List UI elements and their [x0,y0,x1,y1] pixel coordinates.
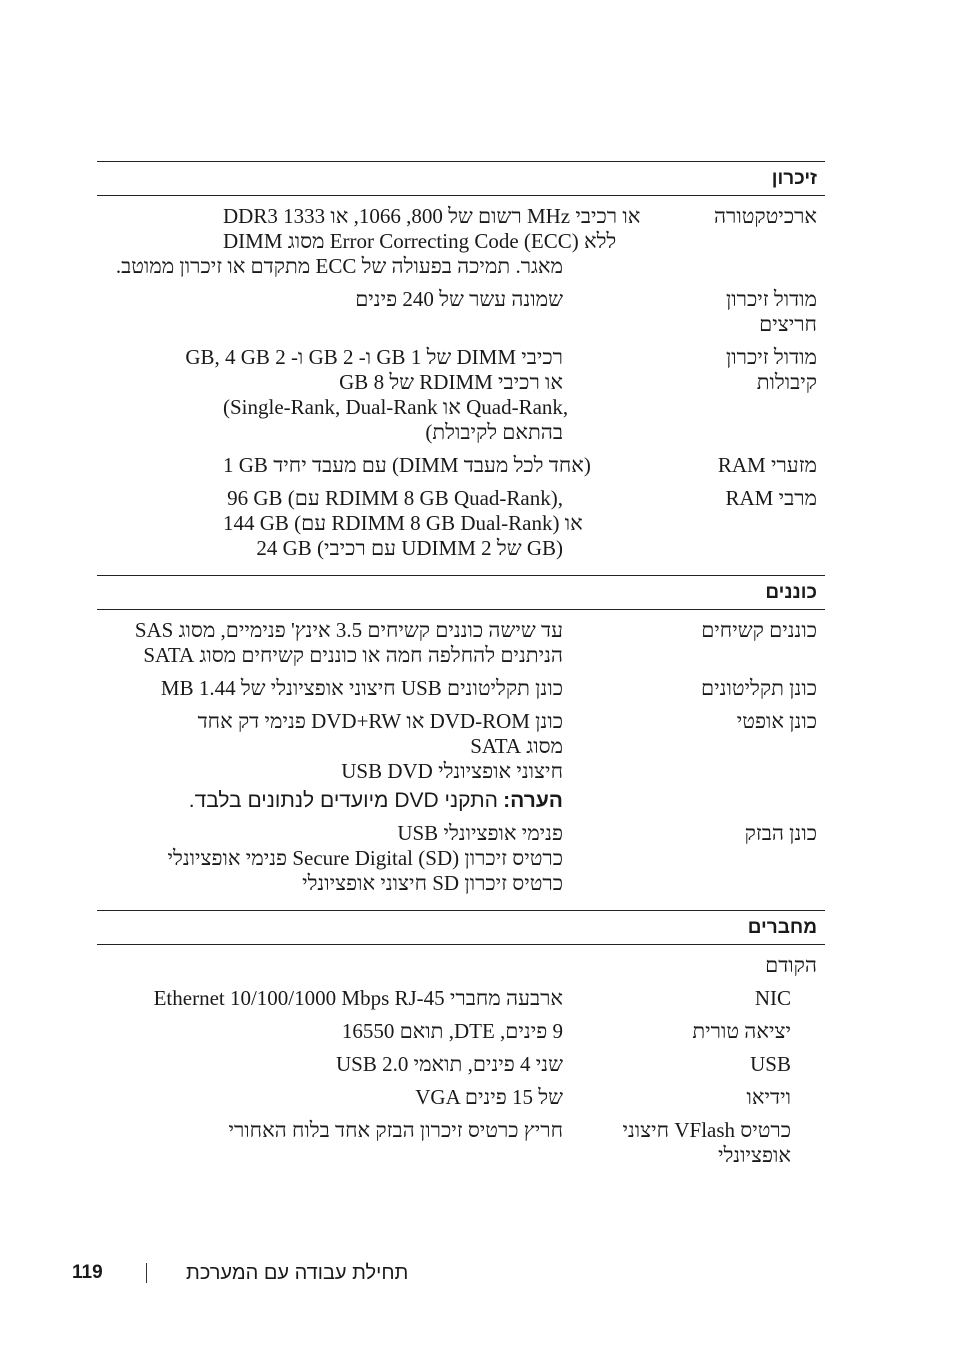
spec-value: 9 פינים, DTE, תואם 16550 [341,1019,563,1043]
section-title: זיכרון [97,162,825,196]
page-number: 119 [72,1262,103,1283]
spec-row-memory-slots [97,287,825,337]
spec-value [223,953,563,978]
note-body: התקני DVD מיועדים לנתונים בלבד. [188,789,498,812]
spec-label: מודול זיכרון חריצים [725,287,817,336]
spec-value: חריץ כרטיס זיכרון הבזק אחד בלוח האחורי [228,1118,563,1142]
spec-label: RAM מרבי [725,486,817,510]
spec-value: שני 4 פינים, תואמי USB 2.0 [335,1052,563,1076]
spec-value: ארבעה מחברי Ethernet 10/100/1000 Mbps RJ-45 [153,986,563,1010]
spec-label: USB [750,1052,791,1076]
footer-title: תחילת עבודה עם המערכת [186,1262,409,1284]
spec-row-flash [97,821,825,896]
page-footer [0,1260,954,1290]
spec-value: USB פנימי אופציונלי כרטיס זיכרון Secure Digital (SD) פנימי אופציונלי כרטיס זיכרון SD חיצוני אופציונלי [167,821,563,895]
spec-value: רכיבי DIMM של 1 GB ו- 2 GB ו- 2 GB, 4 GB או רכיבי RDIMM של 8 GB (Single-Rank, Dual-Rank או Quad-Rank, בהתאם לקיבולת) [185,345,569,444]
spec-label: הקודם [765,953,817,977]
spec-value: כונן DVD-ROM או DVD+RW פנימי דק אחד מסוג SATA USB DVD חיצוני אופציונלי הערה: התקני DVD מיועדים לנתונים בלבד. [188,709,563,812]
spec-row-video [97,1085,825,1110]
spec-row-architecture [97,204,825,279]
spec-label: ארכיטקטורה [713,204,817,228]
spec-label: RAM מזערי [717,453,817,477]
spec-row-usb [97,1052,825,1077]
spec-label: כונן הבזק [744,821,817,845]
spec-value: 1 GB עם מעבד יחיד (DIMM אחד לכל מעבד) [223,453,591,477]
spec-label: כרטיס VFlash חיצוני אופציונלי [622,1118,791,1167]
spec-row-max-ram [97,486,825,561]
spec-row-serial [97,1019,825,1044]
note-title: הערה: [503,789,563,812]
spec-row-min-ram [97,453,825,478]
spec-row-optical [97,709,825,813]
section-title: כוננים [97,576,825,610]
spec-row-vflash [97,1118,825,1168]
spec-value: DDR3 רשום של 800, 1066, או 1333 MHz או רכיבי DIMM מסוג Error Correcting Code (ECC) ללא מאגר. תמיכה בפעולה של ECC מתקדם או זיכרון ממוטב. [115,204,641,278]
spec-value: עד שישה כוננים קשיחים 3.5 אינץ' פנימיים, מסוג SAS הניתנים להחלפה חמה או כוננים קשיחים מסוג SATA [134,618,563,667]
spec-row-back [97,953,825,978]
footer-divider [146,1263,147,1283]
section-connectors [97,910,825,1168]
section-memory [97,161,825,561]
spec-value: כונן תקליטונים USB חיצוני אופציונלי של 1.44 MB [160,676,563,700]
spec-row-floppy [97,676,825,701]
spec-label: NIC [754,986,791,1010]
spec-row-memory-capacities [97,345,825,445]
spec-label: יציאה טורית [692,1019,791,1043]
spec-value: 96 GB (עם RDIMM 8 GB Quad-Rank), 144 GB (עם RDIMM 8 GB Dual-Rank) או 24 GB (עם רכיבי UDIMM של 2 GB) [223,486,583,560]
spec-label: וידיאו [746,1085,791,1109]
spec-value: VGA של 15 פינים [415,1085,563,1109]
note [188,788,563,813]
spec-label: כונן אופטי [736,709,817,733]
spec-row-hard-drives [97,618,825,668]
spec-value: שמונה עשר של 240 פינים [355,287,563,311]
spec-label: מודול זיכרון קיבולות [725,345,817,394]
spec-label: כונן תקליטונים [701,676,817,700]
section-drives [97,575,825,896]
spec-row-nic [97,986,825,1011]
section-title: מחברים [97,911,825,945]
spec-label: כוננים קשיחים [701,618,817,642]
